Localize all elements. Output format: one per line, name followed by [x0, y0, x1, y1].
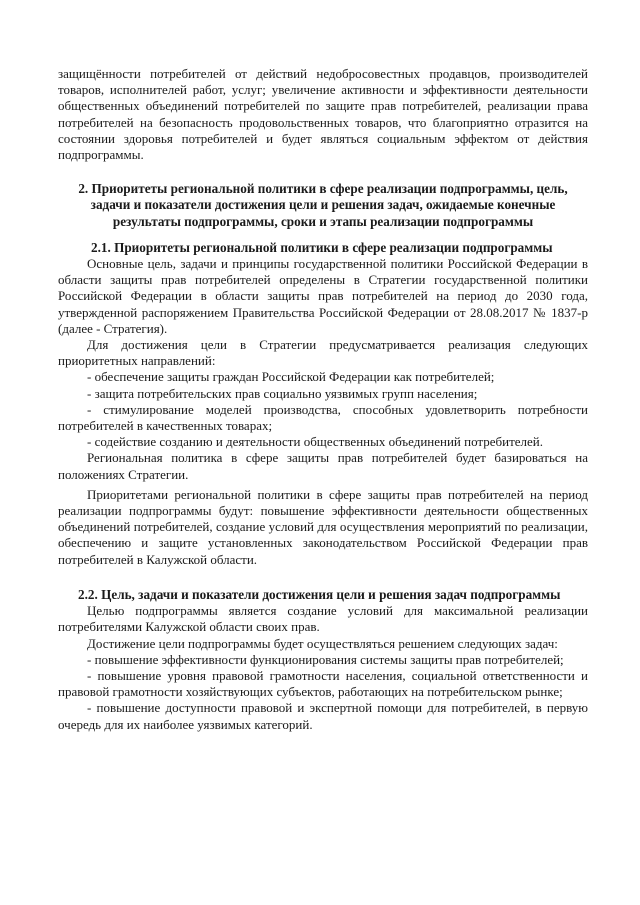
section-2-2-list-item: - повышение доступности правовой и экспертной помощи для потребителей, в первую очередь для их наиболее уязвимых категорий.	[58, 700, 588, 732]
section-2-2-paragraph-1: Целью подпрограммы является создание условий для максимальной реализации потребителями Калужской области своих прав.	[58, 603, 588, 635]
section-2-1-paragraph-1: Основные цель, задачи и принципы государственной политики Российской Федерации в области защиты прав потребителей определены в Стратегии государственной политики Российской Федерации в области защиты прав потребителей на период до 2030 года, утвержденной распоряжением Правительства Российской Федерации от 28.08.2017 № 1837-р (далее - Стратегия).	[58, 256, 588, 336]
document-page	[58, 66, 588, 733]
section-2-2-paragraph-2: Достижение цели подпрограммы будет осуществляться решением следующих задач:	[87, 635, 558, 651]
section-2-1-list-item: - содействие созданию и деятельности общественных объединений потребителей.	[87, 434, 544, 450]
intro-paragraph: защищённости потребителей от действий недобросовестных продавцов, производителей товаров, исполнителей работ, услуг; увеличение активности и эффективности деятельности общественных объединений потребителей по защите прав потребителей, реализации права потребителей на безопасность продовольственных товаров, что благоприятно отразится на состоянии здоровья потребителей и будет являться социальным эффектом от действия подпрограммы.	[58, 66, 588, 163]
section-2-1-paragraph-4: Приоритетами региональной политики в сфере защиты прав потребителей на период реализации подпрограммы будут: повышение эффективности деятельности общественных объединений потребителей, создание условий для осуществления мероприятий по реализации, обеспечению и защите установленных законодательством Российской Федерации прав потребителей в Калужской области.	[58, 486, 588, 567]
section-2-1-list-item: - защита потребительских прав социально уязвимых групп населения;	[87, 385, 478, 401]
section-2-1-paragraph-2: Для достижения цели в Стратегии предусматривается реализация следующих приоритетных направлений:	[58, 337, 588, 369]
section-2-1-title: 2.1. Приоритеты региональной политики в сфере реализации подпрограммы	[91, 239, 553, 255]
section-2-2-list-item: - повышение уровня правовой грамотности населения, социальной ответственности и правовой грамотности хозяйствующих субъектов, работающих на потребительском рынке;	[58, 667, 588, 700]
section-2-2-title: 2.2. Цель, задачи и показатели достижения цели и решения задач подпрограммы	[78, 586, 561, 602]
section-2-title: 2. Приоритеты региональной политики в сфере реализации подпрограммы, цель, задачи и показатели достижения цели и решения задач, ожидаемые конечные результаты подпрограммы, сроки и этапы реализации подпрограммы	[78, 181, 568, 229]
section-2-2-list-item: - повышение эффективности функционирования системы защиты прав потребителей;	[87, 651, 564, 667]
section-2-1-paragraph-3: Региональная политика в сфере защиты прав потребителей будет базироваться на положениях Стратегии.	[58, 450, 588, 482]
section-2-1-list-item: - обеспечение защиты граждан Российской Федерации как потребителей;	[87, 369, 495, 385]
section-2-1-list-item: - стимулирование моделей производства, способных удовлетворить потребности потребителей в качественных товарах;	[58, 401, 588, 434]
